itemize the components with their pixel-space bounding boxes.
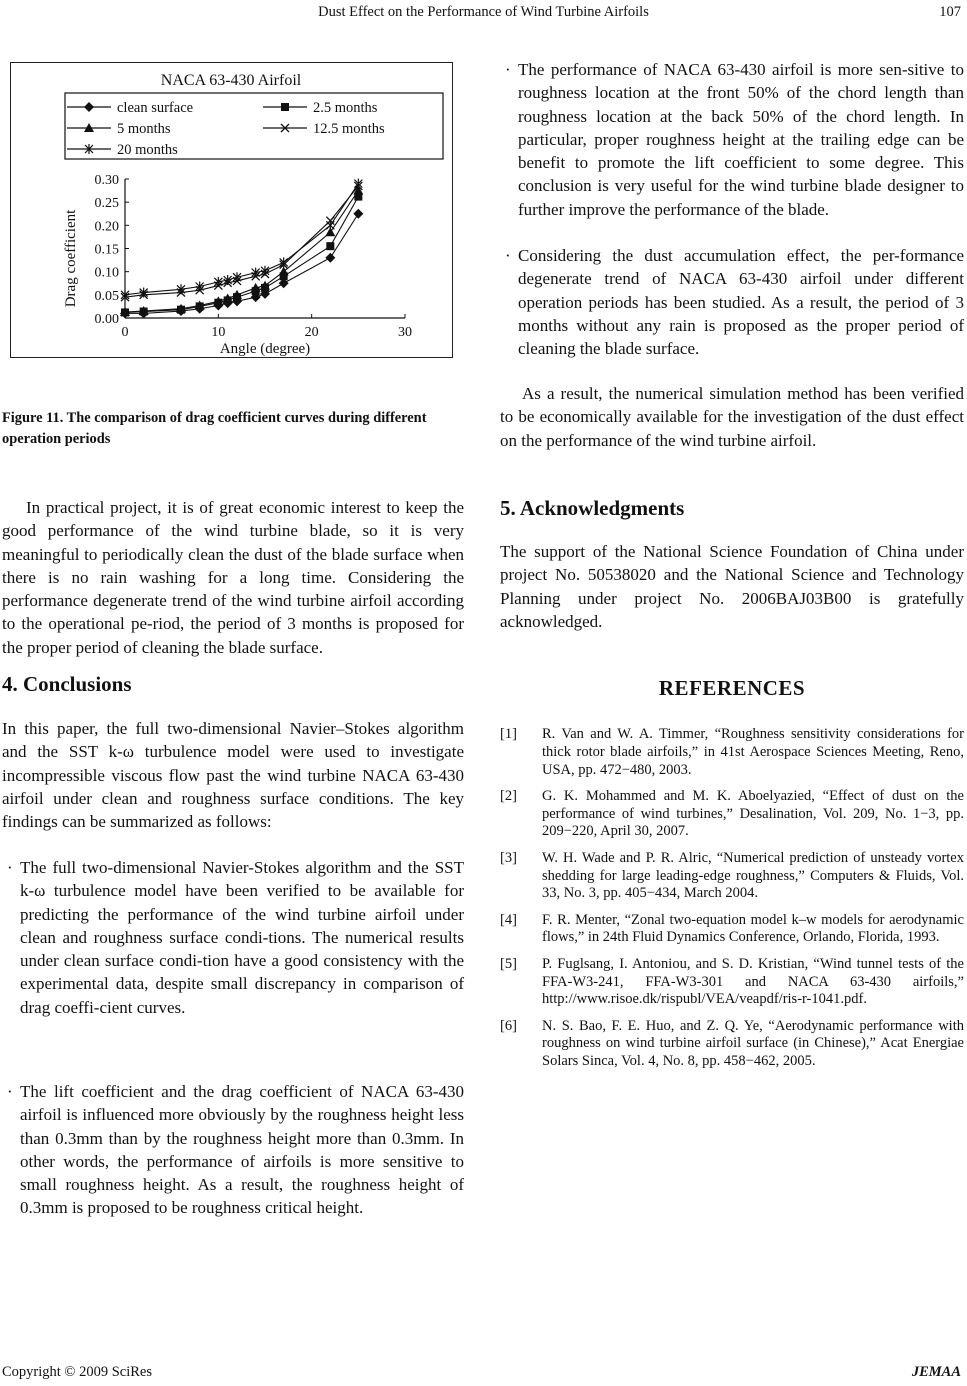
- y-tick-label: 0.15: [94, 242, 119, 258]
- data-point: [353, 209, 363, 219]
- legend-label: 12.5 months: [313, 121, 385, 137]
- bullet-dot: ·: [7, 858, 13, 877]
- y-tick-label: 0.05: [94, 288, 119, 304]
- x-tick-label: 30: [398, 325, 412, 340]
- bullet-text: The full two-dimensional Navier-Stokes algorithm and the SST k-ω turbulence model have been verified to be available for predicting the performance of the wind turbine airfoil under clean and roughness surface condi-tions. The numerical results under clean surface condi-tion have a good consistency with the experimental data, despite small discrepancy in comparison of drag coeffi-cient curves.: [20, 858, 464, 1017]
- reference-number: [2]: [500, 787, 517, 804]
- x-axis-label: Angle (degree): [219, 341, 311, 357]
- y-tick-label: 0.25: [94, 196, 119, 212]
- bullet-text: The lift coefficient and the drag coefficient of NACA 63-430 airfoil is influenced more obviously by the roughness height less than 0.3mm than by the roughness height more than 0.3mm. In other words, the performance of airfoils is more sensitive to small roughness height. As a result, the roughness height of 0.3mm is proposed to be roughness critical height.: [20, 1082, 464, 1218]
- running-title: Dust Effect on the Performance of Wind Turbine Airfoils: [318, 4, 649, 20]
- figure-caption: Figure 11. The comparison of drag coefficient curves during different operation periods: [2, 410, 427, 447]
- reference-text: R. Van and W. A. Timmer, “Roughness sensitivity considerations for thick rotor blade airfoils,” in 41st Aerospace Sciences Meeting, Reno, USA, pp. 472−480, 2003.: [542, 726, 964, 778]
- reference-number: [3]: [500, 849, 517, 866]
- reference-item: [500, 788, 964, 841]
- conclusions-intro: In this paper, the full two-dimensional Navier–Stokes algorithm and the SST k-ω turbulence model were used to investigate incompressible viscous flow past the wind turbine NACA 63-430 airfoil under clean and roughness surface conditions. The key findings can be summarized as follows:: [2, 719, 464, 832]
- paragraph-cleaning-period: In practical project, it is of great economic interest to keep the good performance of the wind turbine blade, so it is very meaningful to periodically clean the dust of the blade surface when there is no rain washing for a long time. Considering the performance degenerate trend of the wind turbine airfoil according to the operational pe-riod, the period of 3 months is proposed for the proper period of cleaning the blade surface.: [2, 498, 464, 657]
- acknowledgments-text: The support of the National Science Foundation of China under project No. 50538020 and the National Science and Technology Planning under project No. 2006BAJ03B00 is gratefully acknowledged.: [500, 542, 964, 631]
- y-tick-label: 0.20: [94, 219, 119, 235]
- legend-label: 2.5 months: [313, 100, 378, 116]
- conclusion-bullet: [500, 58, 964, 221]
- legend-marker: [281, 103, 289, 111]
- reference-item: [500, 912, 964, 948]
- conclusion-bullet: [2, 856, 464, 1019]
- legend-label: 5 months: [117, 121, 171, 137]
- y-axis-label: Drag coefficient: [63, 209, 79, 308]
- y-tick-label: 0.00: [94, 312, 119, 327]
- reference-text: F. R. Menter, “Zonal two-equation model k–w models for aerodynamic flows,” in 24th Fluid Dynamics Conference, Orlando, Florida, 1993.: [542, 911, 964, 946]
- drag-coefficient-chart: [11, 63, 452, 357]
- bullet-dot: ·: [505, 60, 511, 79]
- reference-text: P. Fuglsang, I. Antoniou, and S. D. Kristian, “Wind tunnel tests of the FFA-W3-241, FFA-W3-301 and NACA 63-430 airfoils,” http://www.risoe.dk/rispubl/VEA/veapdf/ris-r-1041.pdf.: [542, 955, 964, 1008]
- reference-text: W. H. Wade and P. R. Alric, “Numerical prediction of unsteady vortex shedding for large leading-edge roughness,” Computers & Fluids, Vol. 33, No. 3, pp. 405−434, March 2004.: [542, 849, 964, 902]
- reference-number: [6]: [500, 1017, 517, 1034]
- reference-number: [5]: [500, 955, 517, 972]
- reference-text: G. K. Mohammed and M. K. Aboelyazied, “Effect of dust on the performance of wind turbines,” Desalination, Vol. 209, No. 1−3, pp. 209−220, April 30, 2007.: [542, 787, 964, 840]
- copyright: Copyright © 2009 SciRes: [2, 1364, 152, 1380]
- conclusion-bullet: [500, 244, 964, 360]
- conclusion-bullet-list-4: [500, 244, 964, 360]
- section-heading-conclusions: 4. Conclusions: [2, 672, 132, 696]
- conclusion-bullet-list-3: [500, 58, 964, 221]
- conclusion-bullet-list-1: [2, 856, 464, 1019]
- figure-frame: [10, 62, 453, 358]
- reference-number: [1]: [500, 726, 517, 742]
- series-line: [125, 184, 358, 295]
- section-heading-acknowledgments: 5. Acknowledgments: [500, 496, 685, 520]
- paragraph-result: As a result, the numerical simulation method has been verified to be economically available for the investigation of the dust effect on the performance of the wind turbine airfoil.: [500, 384, 964, 450]
- data-point: [326, 220, 334, 230]
- chart-title: NACA 63-430 Airfoil: [160, 72, 302, 89]
- reference-text: N. S. Bao, F. E. Huo, and Z. Q. Ye, “Aerodynamic performance with roughness on wind turbine airfoil surface (in Chinese),” Acat Energiae Solars Sinca, Vol. 4, No. 8, pp. 458−462, 2005.: [542, 1017, 964, 1070]
- references-heading: REFERENCES: [658, 676, 806, 700]
- y-tick-label: 0.30: [94, 173, 119, 188]
- conclusion-bullet-list-2: [2, 1080, 464, 1220]
- bullet-text: The performance of NACA 63-430 airfoil is more sen-sitive to roughness location at the front 50% of the chord length than roughness location at the back 50% of the chord length. In particular, proper roughness height at the trailing edge can be benefit to promote the lift coefficient to some degree. This conclusion is very useful for the wind turbine blade designer to further improve the performance of the blade.: [518, 60, 964, 219]
- reference-item: [500, 726, 964, 779]
- x-tick-label: 20: [304, 325, 319, 340]
- bullet-dot: ·: [7, 1082, 13, 1101]
- reference-number: [4]: [500, 911, 517, 928]
- series-line: [125, 186, 358, 297]
- y-tick-label: 0.10: [94, 265, 119, 281]
- reference-item: [500, 1018, 964, 1071]
- bullet-text: Considering the dust accumulation effect, the per-formance degenerate trend of NACA 63-430 airfoil under different operation periods has been studied. As a result, the period of 3 months without any rain is proposed as the proper period of cleaning the blade surface.: [518, 246, 964, 359]
- journal-abbrev: JEMAA: [911, 1364, 961, 1380]
- series-line: [125, 197, 358, 313]
- data-point: [325, 253, 335, 263]
- data-point: [326, 242, 334, 250]
- x-tick-label: 10: [211, 325, 226, 340]
- reference-item: [500, 956, 964, 1009]
- page-number: 107: [939, 4, 961, 20]
- reference-list: [500, 726, 964, 1080]
- reference-item: [500, 850, 964, 903]
- conclusion-bullet: [2, 1080, 464, 1220]
- legend-label: clean surface: [117, 100, 194, 116]
- bullet-dot: ·: [505, 246, 511, 265]
- legend-label: 20 months: [117, 142, 178, 158]
- x-tick-label: 0: [121, 325, 129, 340]
